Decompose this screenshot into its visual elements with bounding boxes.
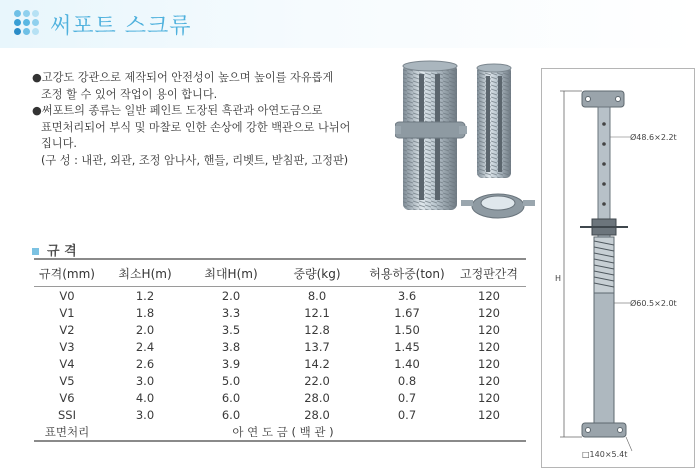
spec-cell: 2.6 bbox=[135, 356, 155, 371]
spec-cell: V2 bbox=[59, 322, 75, 337]
spec-cell: 5.0 bbox=[221, 373, 241, 388]
spec-row bbox=[34, 406, 526, 423]
spec-heading: 규 격 bbox=[32, 240, 77, 259]
spec-cell: 1.2 bbox=[135, 288, 155, 303]
spec-cell: 3.5 bbox=[221, 322, 241, 337]
description-line: 집니다. bbox=[41, 137, 77, 150]
support-screw-diagram bbox=[542, 69, 694, 467]
spec-cell: 8.0 bbox=[307, 288, 327, 303]
spec-table bbox=[34, 258, 526, 442]
inner-pipe-spec: Ø48.6×2.2t bbox=[630, 133, 677, 142]
column-header: 최소H(m) bbox=[100, 259, 190, 287]
spec-cell: 3.3 bbox=[221, 305, 241, 320]
spec-cell: V0 bbox=[59, 288, 75, 303]
height-label: H bbox=[555, 274, 562, 283]
spec-row bbox=[34, 287, 526, 305]
page-title: 써포트 스크류 bbox=[50, 14, 192, 39]
spec-cell: 28.0 bbox=[304, 390, 330, 405]
spec-cell: 2.0 bbox=[221, 288, 241, 303]
logo-dots-icon bbox=[14, 10, 40, 36]
spec-cell: 3.9 bbox=[221, 356, 241, 371]
finish-label: 표면처리 bbox=[34, 423, 100, 441]
spec-cell: 120 bbox=[478, 356, 500, 371]
spec-cell: 120 bbox=[478, 339, 500, 354]
spec-row bbox=[34, 321, 526, 338]
square-bullet-icon bbox=[32, 248, 39, 255]
spec-cell: 3.0 bbox=[135, 373, 155, 388]
base-plate-spec: □140×5.4t bbox=[582, 450, 628, 459]
spec-row bbox=[34, 389, 526, 406]
column-header: 허용하중(ton) bbox=[362, 259, 452, 287]
description-line: 표면처리되어 부식 및 마찰로 인한 손상에 강한 백관으로 나뉘어 bbox=[41, 120, 351, 134]
column-header: 최대H(m) bbox=[190, 259, 272, 287]
spec-cell: 0.7 bbox=[397, 407, 417, 422]
spec-row bbox=[34, 355, 526, 372]
column-header: 중량(kg) bbox=[272, 259, 362, 287]
description-line: ●써포트의 종류는 일반 페인트 도장된 흑관과 아연도금으로 bbox=[32, 104, 323, 117]
spec-cell: 13.7 bbox=[304, 339, 330, 354]
spec-cell: 1.45 bbox=[394, 339, 420, 354]
finish-value: 아 연 도 금 ( 백 관 ) bbox=[100, 423, 526, 441]
finish-row bbox=[34, 423, 526, 441]
spec-cell: V1 bbox=[59, 305, 75, 320]
spec-cell: V4 bbox=[59, 356, 75, 371]
product-photo bbox=[395, 60, 535, 230]
spec-cell: 0.8 bbox=[397, 373, 417, 388]
spec-cell: 120 bbox=[478, 390, 500, 405]
spec-cell: 1.8 bbox=[135, 305, 155, 320]
spec-cell: 3.0 bbox=[135, 407, 155, 422]
composition-note: (구 성 : 내관, 외관, 조정 암나사, 핸들, 리벳트, 받침판, 고정판) bbox=[41, 153, 349, 167]
spec-cell: 1.40 bbox=[394, 356, 420, 371]
spec-cell: 14.2 bbox=[304, 356, 330, 371]
spec-cell: 22.0 bbox=[304, 373, 330, 388]
product-description bbox=[32, 70, 377, 169]
spec-cell: 3.6 bbox=[397, 288, 417, 303]
spec-row bbox=[34, 372, 526, 389]
spec-cell: 120 bbox=[478, 407, 500, 422]
spec-cell: 28.0 bbox=[304, 407, 330, 422]
column-header: 규격(mm) bbox=[34, 259, 100, 287]
spec-cell: 120 bbox=[478, 288, 500, 303]
spec-cell: 120 bbox=[478, 305, 500, 320]
spec-row bbox=[34, 304, 526, 321]
spec-cell: 2.4 bbox=[135, 339, 155, 354]
spec-cell: 1.50 bbox=[394, 322, 420, 337]
page-header bbox=[0, 0, 700, 48]
spec-cell: 1.67 bbox=[394, 305, 420, 320]
spec-cell: 6.0 bbox=[221, 390, 241, 405]
column-header: 고정판간격 bbox=[452, 259, 526, 287]
spec-cell: 6.0 bbox=[221, 407, 241, 422]
spec-row bbox=[34, 338, 526, 355]
spec-cell: 120 bbox=[478, 373, 500, 388]
outer-pipe-spec: Ø60.5×2.0t bbox=[630, 299, 677, 308]
technical-drawing bbox=[541, 68, 695, 468]
spec-cell: SSI bbox=[58, 407, 76, 422]
spec-cell: 4.0 bbox=[135, 390, 155, 405]
description-line: 조정 할 수 있어 작업이 용이 합니다. bbox=[41, 87, 218, 101]
spec-cell: 2.0 bbox=[135, 322, 155, 337]
spec-header-row bbox=[34, 259, 526, 287]
spec-cell: V5 bbox=[59, 373, 75, 388]
spec-cell: 0.7 bbox=[397, 390, 417, 405]
spec-cell: 12.1 bbox=[304, 305, 330, 320]
spec-cell: V3 bbox=[59, 339, 75, 354]
description-line: ●고강도 강관으로 제작되어 안전성이 높으며 높이를 자유롭게 bbox=[32, 71, 334, 84]
spec-cell: V6 bbox=[59, 390, 75, 405]
spec-cell: 3.8 bbox=[221, 339, 241, 354]
spec-cell: 12.8 bbox=[304, 322, 330, 337]
spec-cell: 120 bbox=[478, 322, 500, 337]
